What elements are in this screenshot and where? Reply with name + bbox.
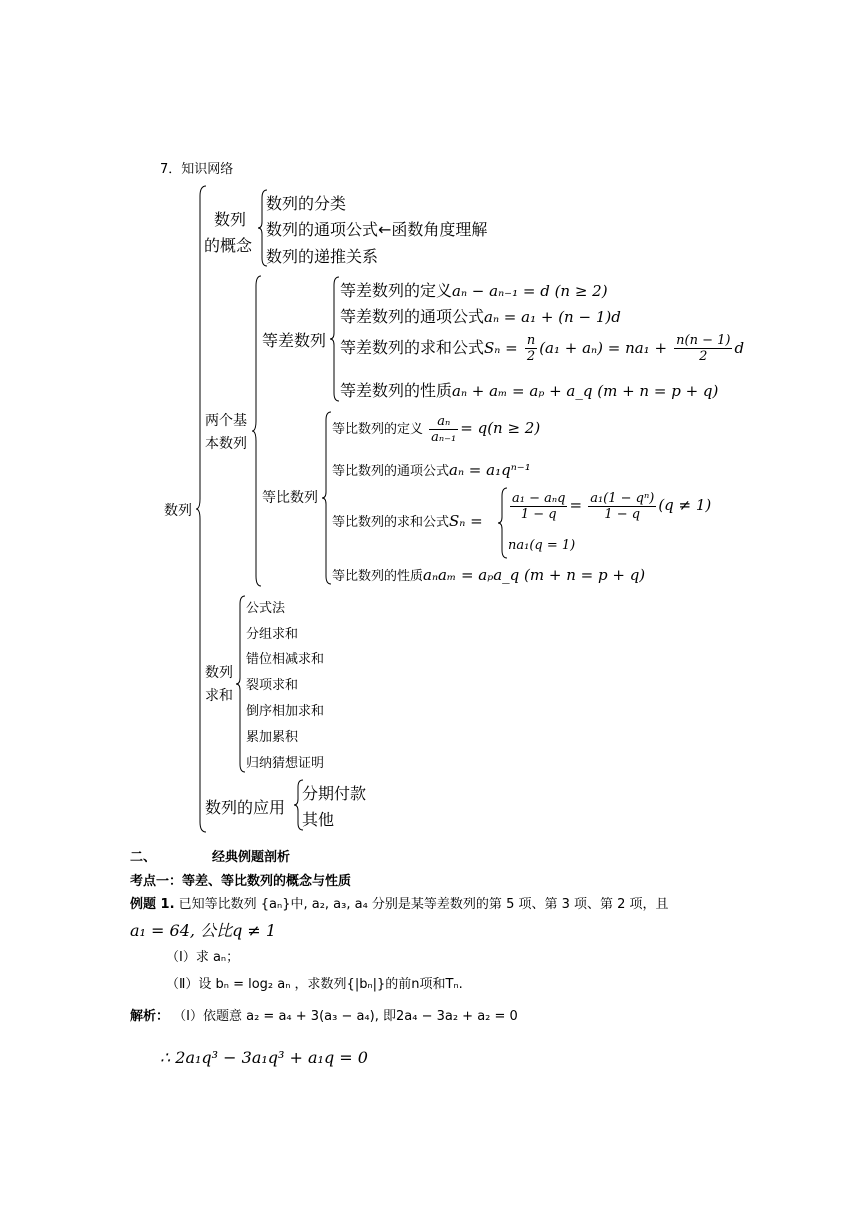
kaodian-heading: 考点一：等差、等比数列的概念与性质 (130, 874, 352, 889)
summation-item-4: 裂项求和 (246, 678, 299, 693)
application-item-1: 分期付款 (302, 784, 367, 803)
summation-item-3: 错位相减求和 (246, 652, 325, 667)
arith-prop: 等差数列的性质aₙ + aₘ = aₚ + a_q (m + n = p + q) (340, 381, 719, 400)
summation-item-6: 累加累积 (246, 730, 299, 745)
two-basic-brace (252, 276, 262, 586)
solution-line1: 解析： （I）依题意 a₂ = a₄ + 3(a₃ − a₄), 即2a₄ − 3a₂ + a₂ = 0 (130, 1009, 518, 1024)
arith-label: 等差数列 (262, 331, 327, 350)
summation-label-line1: 数列 (205, 665, 233, 681)
example1-part2: （Ⅱ）设 bₙ = log₂ aₙ ，求数列{|bₙ|}的前n项和Tₙ. (166, 977, 463, 992)
arith-sum: 等差数列的求和公式Sₙ = $\frac{n}{2}$ (a₁ + aₙ) = na₁ + $\frac{n(n - 1)}{2}$ d (340, 333, 745, 364)
arrow-left-icon: ←函数角度理解 (378, 220, 488, 239)
section-heading: 7．知识网络 (160, 162, 234, 177)
arith-def: 等差数列的定义aₙ − aₙ₋₁ = d (n ≥ 2) (340, 281, 608, 300)
section2-title: 经典例题剖析 (212, 850, 291, 865)
example1-line2: a₁ = 64, 公比q ≠ 1 (130, 921, 277, 940)
geo-label: 等比数列 (262, 490, 318, 506)
application-item-2: 其他 (302, 810, 335, 829)
concept-item-2: 数列的通项公式←函数角度理解 (266, 220, 488, 239)
summation-brace (236, 596, 246, 772)
geo-sum-brace (498, 488, 508, 558)
summation-item-2: 分组求和 (246, 627, 299, 642)
summation-item-7: 归纳猜想证明 (246, 756, 325, 771)
arith-general: 等差数列的通项公式aₙ = a₁ + (n − 1)d (340, 307, 621, 326)
geo-sum: 等比数列的求和公式Sₙ = (332, 512, 483, 530)
two-basic-label-line2: 本数列 (205, 436, 247, 452)
geo-prop: 等比数列的性质aₙaₘ = aₚa_q (m + n = p + q) (332, 566, 646, 584)
concept-label-line1: 数列 (214, 210, 247, 229)
application-label: 数列的应用 (205, 798, 286, 817)
example1-line1: 例题 1. 已知等比数列 {aₙ}中, a₂, a₃, a₄ 分别是某等差数列的第 5 项、第 3 项、第 2 项，且 (130, 897, 669, 912)
geo-brace (322, 412, 332, 584)
geo-sum-case2: na₁(q = 1) (508, 538, 576, 553)
geo-sum-case1: $\frac{\text{a₁ − aₙq}}{1 - q}$ = $\frac{\text{a₁(1 − qⁿ)}}{1 - q}$ (q ≠ 1) (512, 491, 712, 522)
summation-label-line2: 求和 (205, 688, 233, 704)
tree-root-label: 数列 (164, 503, 192, 519)
solution-line2: ∴ 2a₁q³ − 3a₁q³ + a₁q = 0 (160, 1048, 368, 1067)
main-brace (196, 186, 208, 832)
geo-def: 等比数列的定义 $\frac{\text{aₙ}}{\text{aₙ₋₁}}$ = q(n ≥ 2) (332, 414, 541, 445)
concept-item-1: 数列的分类 (266, 194, 347, 213)
concept-label-line2: 的概念 (204, 236, 253, 255)
concept-item-3: 数列的递推关系 (266, 247, 379, 266)
section2-number: 二、 (130, 850, 157, 865)
geo-general: 等比数列的通项公式aₙ = a₁qⁿ⁻¹ (332, 461, 531, 479)
summation-item-5: 倒序相加求和 (246, 704, 325, 719)
two-basic-label-line1: 两个基 (205, 413, 247, 429)
arith-brace (330, 277, 340, 401)
example1-part1: （Ⅰ）求 aₙ； (166, 950, 240, 965)
summation-item-1: 公式法 (246, 601, 286, 616)
